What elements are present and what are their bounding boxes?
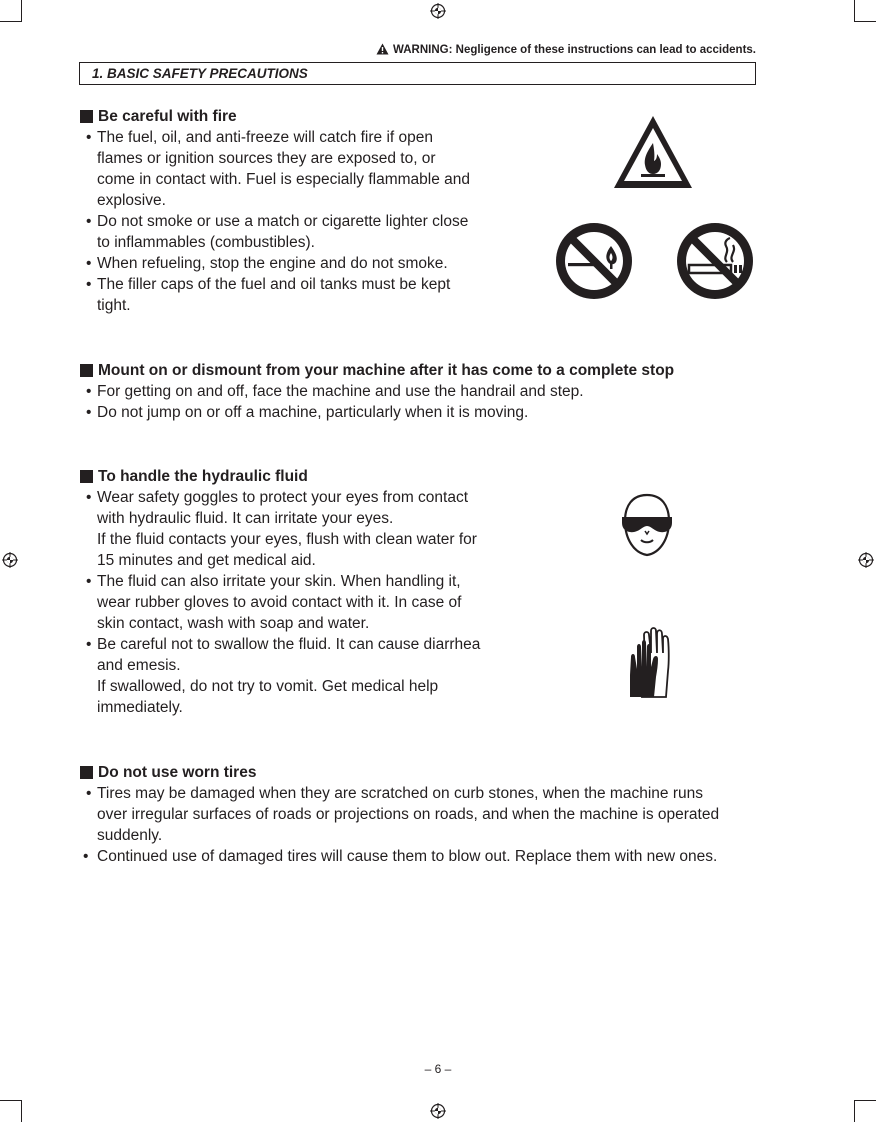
- section-heading: To handle the hydraulic fluid: [80, 466, 520, 487]
- crop-mark-bottom-left: [0, 1100, 22, 1122]
- bullet-list: [80, 487, 520, 718]
- list-item: • When refueling, stop the engine and do not smoke.: [86, 255, 448, 272]
- no-open-flame-icon: [555, 222, 633, 300]
- section-worn-tires: [80, 762, 770, 867]
- registration-mark-icon: [2, 552, 18, 568]
- section-mount-dismount: [80, 360, 760, 423]
- page-number: – 6 –: [424, 1062, 452, 1076]
- list-item: • The filler caps of the fuel and oil tanks must be kept tight.: [86, 276, 451, 314]
- list-item: • Tires may be damaged when they are scratched on curb stones, when the machine runs over irregular surfaces of roads or projections on roads, and when the machine is operated suddenly.: [86, 785, 720, 844]
- registration-mark-icon: [430, 1103, 446, 1119]
- list-item: • Be careful not to swallow the fluid. It can cause diarrhea and emesis. If swallowed, do not try to vomit. Get medical help immediately.: [86, 636, 481, 716]
- bullet-list: [80, 381, 760, 423]
- warning-triangle-icon: [376, 43, 389, 58]
- registration-mark-icon: [858, 552, 874, 568]
- no-smoking-icon: [676, 222, 754, 300]
- heading-marker: [80, 110, 93, 123]
- registration-mark-icon: [430, 3, 446, 19]
- section-title: 1. BASIC SAFETY PRECAUTIONS: [79, 62, 756, 85]
- warning-banner: [350, 43, 756, 58]
- bullet-list: [80, 783, 770, 867]
- section-heading: Be careful with fire: [80, 106, 510, 127]
- list-item: • For getting on and off, face the machine and use the handrail and step.: [86, 383, 584, 400]
- warning-banner-text: WARNING: Negligence of these instructions can lead to accidents.: [393, 44, 756, 56]
- safety-goggles-icon: [620, 493, 674, 557]
- crop-mark-top-right: [854, 0, 876, 22]
- bullet-list: [80, 127, 510, 316]
- section-hydraulic-fluid: [80, 466, 520, 718]
- rubber-gloves-icon: [626, 627, 670, 699]
- list-item: • The fluid can also irritate your skin. When handling it, wear rubber gloves to avoid contact with it. In case of skin contact, wash with soap and water.: [86, 573, 462, 632]
- section-heading: Mount on or dismount from your machine after it has come to a complete stop: [80, 360, 760, 381]
- flammable-warning-icon: [611, 113, 695, 191]
- section-fire: [80, 106, 510, 316]
- crop-mark-top-left: [0, 0, 22, 22]
- list-item: • Do not jump on or off a machine, particularly when it is moving.: [86, 404, 529, 421]
- heading-marker: [80, 364, 93, 377]
- list-item: • Continued use of damaged tires will cause them to blow out. Replace them with new ones.: [83, 848, 718, 865]
- section-heading: Do not use worn tires: [80, 762, 770, 783]
- list-item: • Wear safety goggles to protect your eyes from contact with hydraulic fluid. It can irritate your eyes. If the fluid contacts your eyes, flush with clean water for 15 minutes and get medical aid.: [86, 489, 477, 569]
- heading-marker: [80, 470, 93, 483]
- heading-marker: [80, 766, 93, 779]
- list-item: • Do not smoke or use a match or cigarette lighter close to inflammables (combustibles).: [86, 213, 469, 251]
- list-item: • The fuel, oil, and anti-freeze will catch fire if open flames or ignition sources they are exposed to, or come in contact with. Fuel is especially flammable and explosive.: [86, 129, 471, 209]
- crop-mark-bottom-right: [854, 1100, 876, 1122]
